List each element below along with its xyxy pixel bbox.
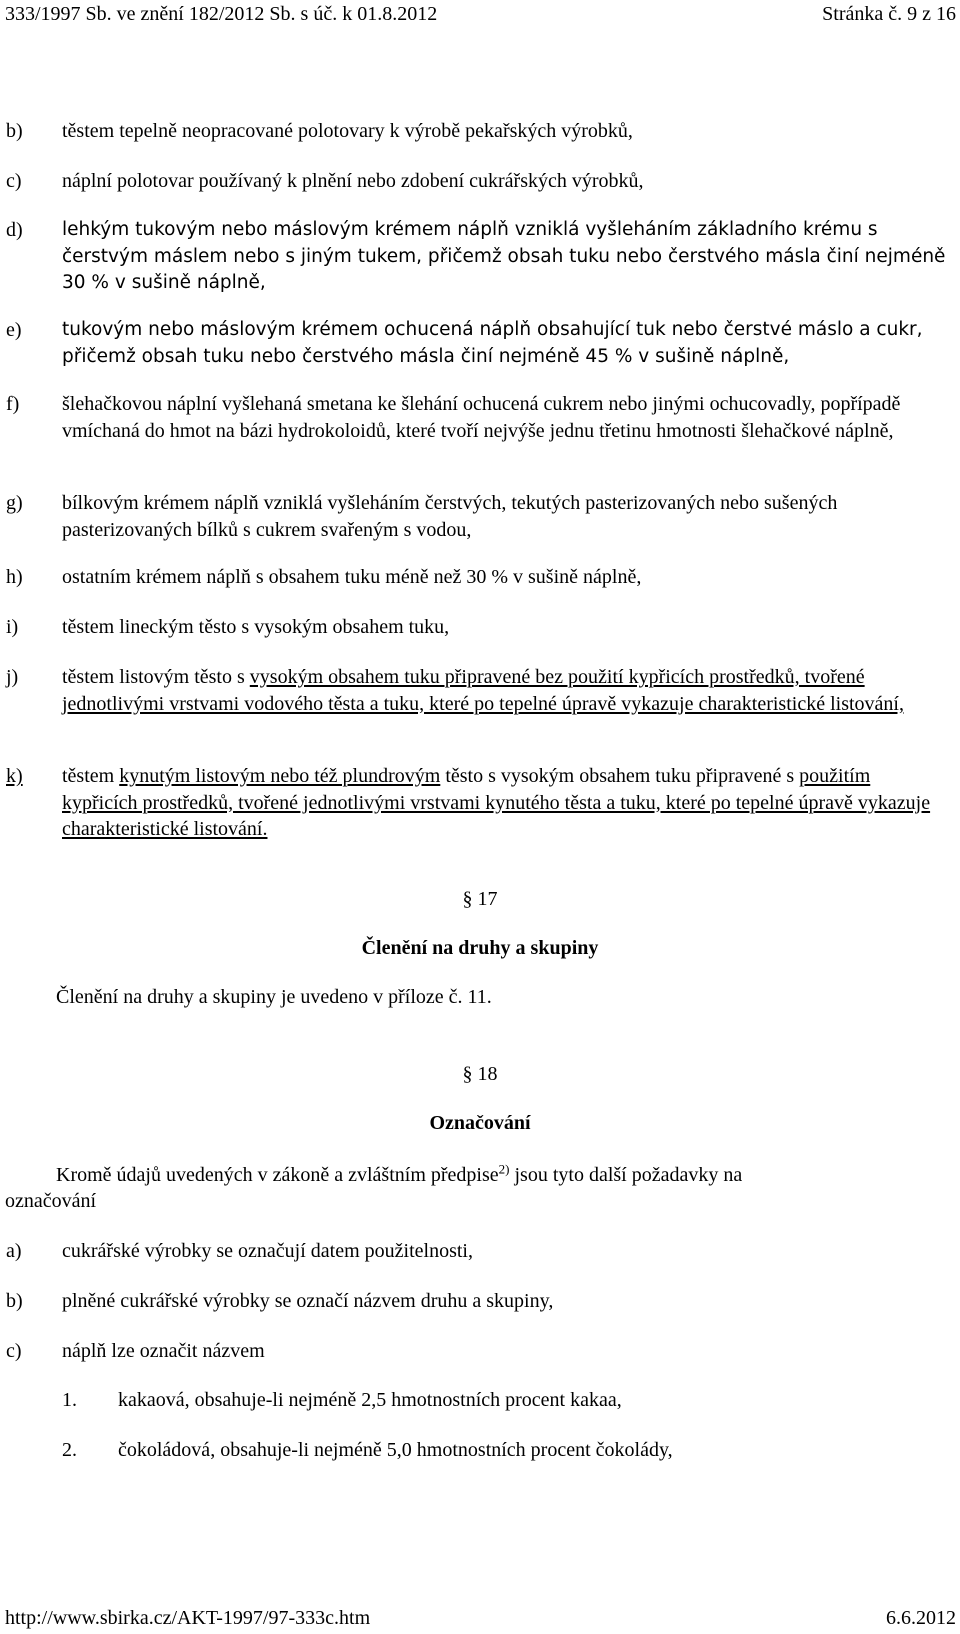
item-label: d) xyxy=(6,219,23,241)
footer-url[interactable]: http://www.sbirka.cz/AKT-1997/97-333c.htm xyxy=(5,1607,371,1629)
item-text-amended-1: kynutým listovým nebo též plundrovým xyxy=(119,765,441,787)
list-item-f xyxy=(6,391,950,444)
item-text: plněné cukrářské výrobky se označí názvem druhu a skupiny, xyxy=(62,1290,554,1312)
item-text: kakaová, obsahuje-li nejméně 2,5 hmotnostních procent kakaa, xyxy=(118,1389,622,1411)
item-text-part3: těsto s vysokým obsahem tuku připravené s xyxy=(440,765,800,787)
item-label: k) xyxy=(6,765,23,787)
numbered-item-2 xyxy=(62,1437,950,1464)
item-text: lehkým tukovým nebo máslovým krémem náplň vzniklá vyšleháním základního krému s čerstvým máslem nebo s jiným tukem, přičemž obsah tuku nebo čerstvého másla činí nejméně 30 % v sušině náplně, xyxy=(62,219,946,293)
page-header xyxy=(5,2,956,26)
item-label: a) xyxy=(6,1240,22,1262)
page-footer xyxy=(5,1606,956,1630)
item-label: b) xyxy=(6,1290,23,1312)
item-text: čokoládová, obsahuje-li nejméně 5,0 hmotnostních procent čokolády, xyxy=(118,1439,673,1461)
footnote-ref: 2) xyxy=(498,1161,510,1177)
item-label: j) xyxy=(6,666,19,688)
section-18-intro-line1 xyxy=(56,1162,742,1189)
list-item-d xyxy=(6,217,950,297)
item-text: těstem tepelně neopracované polotovary k výrobě pekařských výrobků, xyxy=(62,120,633,142)
item-label: c) xyxy=(6,170,22,192)
item-label: g) xyxy=(6,492,23,514)
footer-date: 6.6.2012 xyxy=(886,1607,956,1629)
item-number: 1. xyxy=(62,1389,77,1411)
item-label: c) xyxy=(6,1340,22,1362)
list-item-c xyxy=(6,168,950,195)
item-text: náplň lze označit názvem xyxy=(62,1340,265,1362)
section-17-text: Členění na druhy a skupiny je uvedeno v příloze č. 11. xyxy=(56,986,492,1008)
list-item-b xyxy=(6,118,950,145)
section-18-title: Označování xyxy=(429,1112,531,1134)
item-text xyxy=(62,664,950,717)
item-number: 2. xyxy=(62,1439,77,1461)
header-document-ref: 333/1997 Sb. ve znění 182/2012 Sb. s úč. k 01.8.2012 xyxy=(5,3,438,25)
item-text: šlehačkovou náplní vyšlehaná smetana ke šlehání ochucená cukrem nebo jinými ochucovadly, popřípadě vmíchaná do hmot na bázi hydrokoloidů, které tvoří nejvýše jednu třetinu hmotnosti šlehačkové náplně, xyxy=(62,393,901,442)
item-text xyxy=(62,763,950,843)
item-text: bílkovým krémem náplň vzniklá vyšleháním čerstvých, tekutých pasterizovaných nebo sušených pasterizovaných bílků s cukrem svařeným s vodou, xyxy=(62,492,838,541)
list-item-g xyxy=(6,490,950,543)
section-18-intro-line2: označování xyxy=(5,1190,97,1212)
item-text: těstem lineckým těsto s vysokým obsahem tuku, xyxy=(62,616,450,638)
item-text: tukovým nebo máslovým krémem ochucená náplň obsahující tuk nebo čerstvé máslo a cukr, přičemž obsah tuku nebo čerstvého másla činí nejméně 45 % v sušině náplně, xyxy=(62,319,923,367)
list-item-j xyxy=(6,664,950,717)
item-label: b) xyxy=(6,120,23,142)
intro-text-a: Kromě údajů uvedených v zákoně a zvláštním předpise xyxy=(56,1164,499,1186)
item-label: i) xyxy=(6,616,19,638)
list-item-i xyxy=(6,614,950,641)
header-page-number: Stránka č. 9 z 16 xyxy=(822,3,956,25)
section-18-number: § 18 xyxy=(462,1063,498,1085)
section-17-number: § 17 xyxy=(462,888,498,910)
numbered-item-1 xyxy=(62,1387,950,1414)
item-text-amended: vysokým obsahem tuku připravené bez použití kypřicích prostředků, tvořené jednotlivými vrstvami vodového těsta a tuku, které po tepelné úpravě vykazuje charakteristické listování, xyxy=(62,666,904,715)
intro-text-b: jsou tyto další požadavky na xyxy=(509,1164,743,1186)
item-label: f) xyxy=(6,393,20,415)
item-text-plain: těstem listovým těsto s xyxy=(62,666,250,688)
item-text: náplní polotovar používaný k plnění nebo zdobení cukrářských výrobků, xyxy=(62,170,644,192)
list-item-18b xyxy=(6,1288,950,1315)
item-text: cukrářské výrobky se označují datem použitelnosti, xyxy=(62,1240,473,1262)
item-text: ostatním krémem náplň s obsahem tuku méně než 30 % v sušině náplně, xyxy=(62,566,642,588)
list-item-k xyxy=(6,763,950,843)
item-text-part1: těstem xyxy=(62,765,120,787)
item-label: h) xyxy=(6,566,23,588)
section-17-title: Členění na druhy a skupiny xyxy=(361,937,599,959)
item-text-amended-2: použitím kypřicích prostředků, tvořené jednotlivými vrstvami kynutého těsta a tuku, které po tepelné úpravě vykazuje charakteristické listování. xyxy=(62,765,931,840)
list-item-h xyxy=(6,564,950,591)
item-label: e) xyxy=(6,319,22,341)
list-item-18a xyxy=(6,1238,950,1265)
list-item-e xyxy=(6,317,950,370)
list-item-18c xyxy=(6,1338,950,1365)
